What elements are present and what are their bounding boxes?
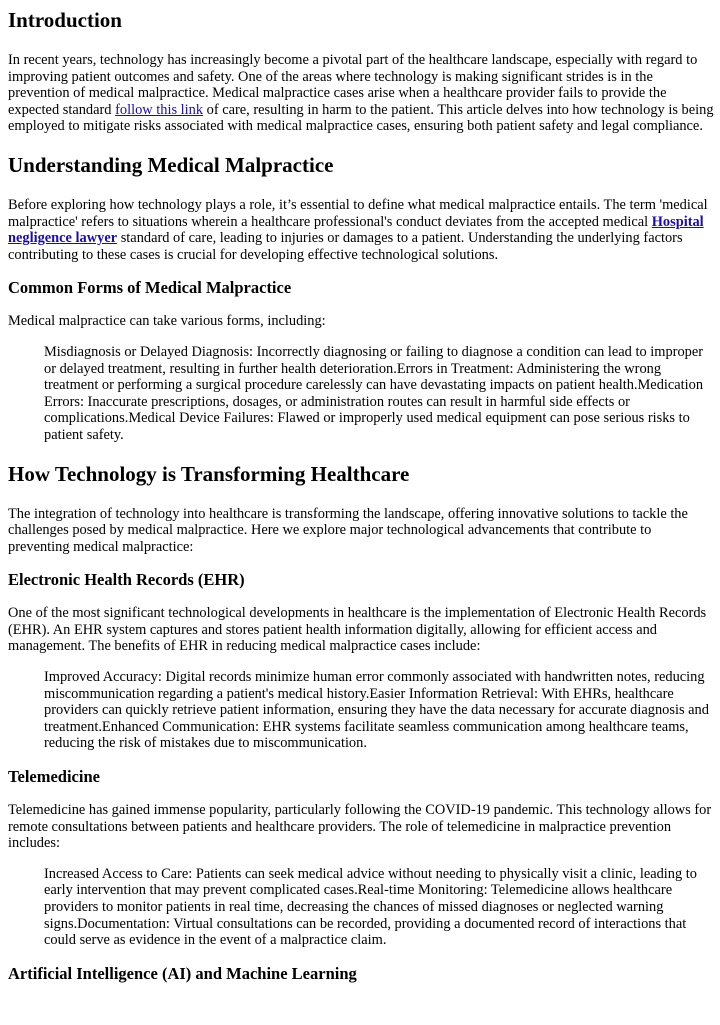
hospital-negligence-lawyer-link[interactable]: Hospital negligence lawyer bbox=[8, 213, 704, 247]
follow-this-link[interactable]: follow this link bbox=[115, 101, 204, 118]
common-forms-quote: Misdiagnosis or Delayed Diagnosis: Incorrectly diagnosing or failing to diagnose a condition can lead to improper or delayed treatment, resulting in further health deterioration.Errors in Treatment: Administering the wrong treatment or performing a surgical procedure carelessly can have devastating impacts on patient health.Medication Errors: Inaccurate prescriptions, dosages, or administration routes can result in harmful side effects or complications.Medical Device Failures: Flawed or improperly used medical equipment can pose serious risks to patient safety. bbox=[44, 343, 704, 443]
intro-heading: Introduction bbox=[8, 8, 122, 32]
ehr-quote: Improved Accuracy: Digital records minimize human error commonly associated with handwritten notes, reducing miscommunication regarding a patient's medical history.Easier Information Retrieval: With EHRs, healthcare providers can quickly retrieve patient information, ensuring they have the data necessary for accurate diagnosis and treatment.Enhanced Communication: EHR systems facilitate seamless communication among healthcare teams, reducing the risk of mistakes due to miscommunication. bbox=[44, 669, 709, 752]
understanding-heading: Understanding Medical Malpractice bbox=[8, 152, 334, 177]
common-forms-paragraph: Medical malpractice can take various forms, including: bbox=[8, 313, 326, 330]
transforming-paragraph: The integration of technology into healthcare is transforming the landscape, offering innovative solutions to tackle the challenges posed by medical malpractice. Here we explore major technological advancements that contribute to preventing medical malpractice: bbox=[8, 505, 688, 555]
understanding-text-b: standard of care, leading to injuries or damages to a patient. Understanding the underlying factors contributing to these cases is crucial for developing effective technological solutions. bbox=[8, 230, 683, 263]
ehr-heading: Electronic Health Records (EHR) bbox=[8, 570, 245, 590]
telemedicine-heading: Telemedicine bbox=[8, 767, 100, 787]
transforming-heading: How Technology is Transforming Healthcare bbox=[8, 461, 410, 486]
article bbox=[0, 8, 720, 983]
understanding-paragraph bbox=[8, 197, 714, 263]
ehr-paragraph: One of the most significant technological developments in healthcare is the implementation of Electronic Health Records (EHR). An EHR system captures and stores patient health information digitally, allowing for efficient access and management. The benefits of EHR in reducing medical malpractice cases include: bbox=[8, 605, 707, 655]
intro-text-b: of care, resulting in harm to the patient. This article delves into how technology is being employed to mitigate risks associated with medical malpractice cases, ensuring both patient safety and legal compliance. bbox=[8, 101, 714, 135]
intro-text-a: In recent years, technology has increasingly become a pivotal part of the healthcare landscape, especially with regard to improving patient outcomes and safety. One of the areas where technology is making significant strides is in the prevention of medical malpractice. Medical malpractice cases arise when a healthcare provider fails to provide the expected standard bbox=[8, 52, 698, 118]
common-forms-heading: Common Forms of Medical Malpractice bbox=[8, 278, 292, 298]
telemedicine-quote: Increased Access to Care: Patients can seek medical advice without needing to physically visit a clinic, leading to early intervention that may prevent complicated cases.Real-time Monitoring: Telemedicine allows healthcare providers to monitor patients in real time, decreasing the chances of missed diagnoses or neglected warning signs.Documentation: Virtual consultations can be recorded, providing a documented record of interactions that could serve as evidence in the event of a malpractice claim. bbox=[44, 865, 697, 949]
intro-paragraph bbox=[8, 52, 714, 135]
understanding-text-a: Before exploring how technology plays a role, it’s essential to define what medical malpractice entails. The term 'medical malpractice' refers to situations wherein a healthcare professional's conduct deviates from the accepted medical bbox=[8, 196, 708, 230]
ai-heading: Artificial Intelligence (AI) and Machine Learning bbox=[8, 963, 357, 983]
telemedicine-paragraph: Telemedicine has gained immense popularity, particularly following the COVID-19 pandemic. This technology allows for remote consultations between patients and healthcare providers. The role of telemedicine in malpractice prevention includes: bbox=[8, 802, 712, 852]
